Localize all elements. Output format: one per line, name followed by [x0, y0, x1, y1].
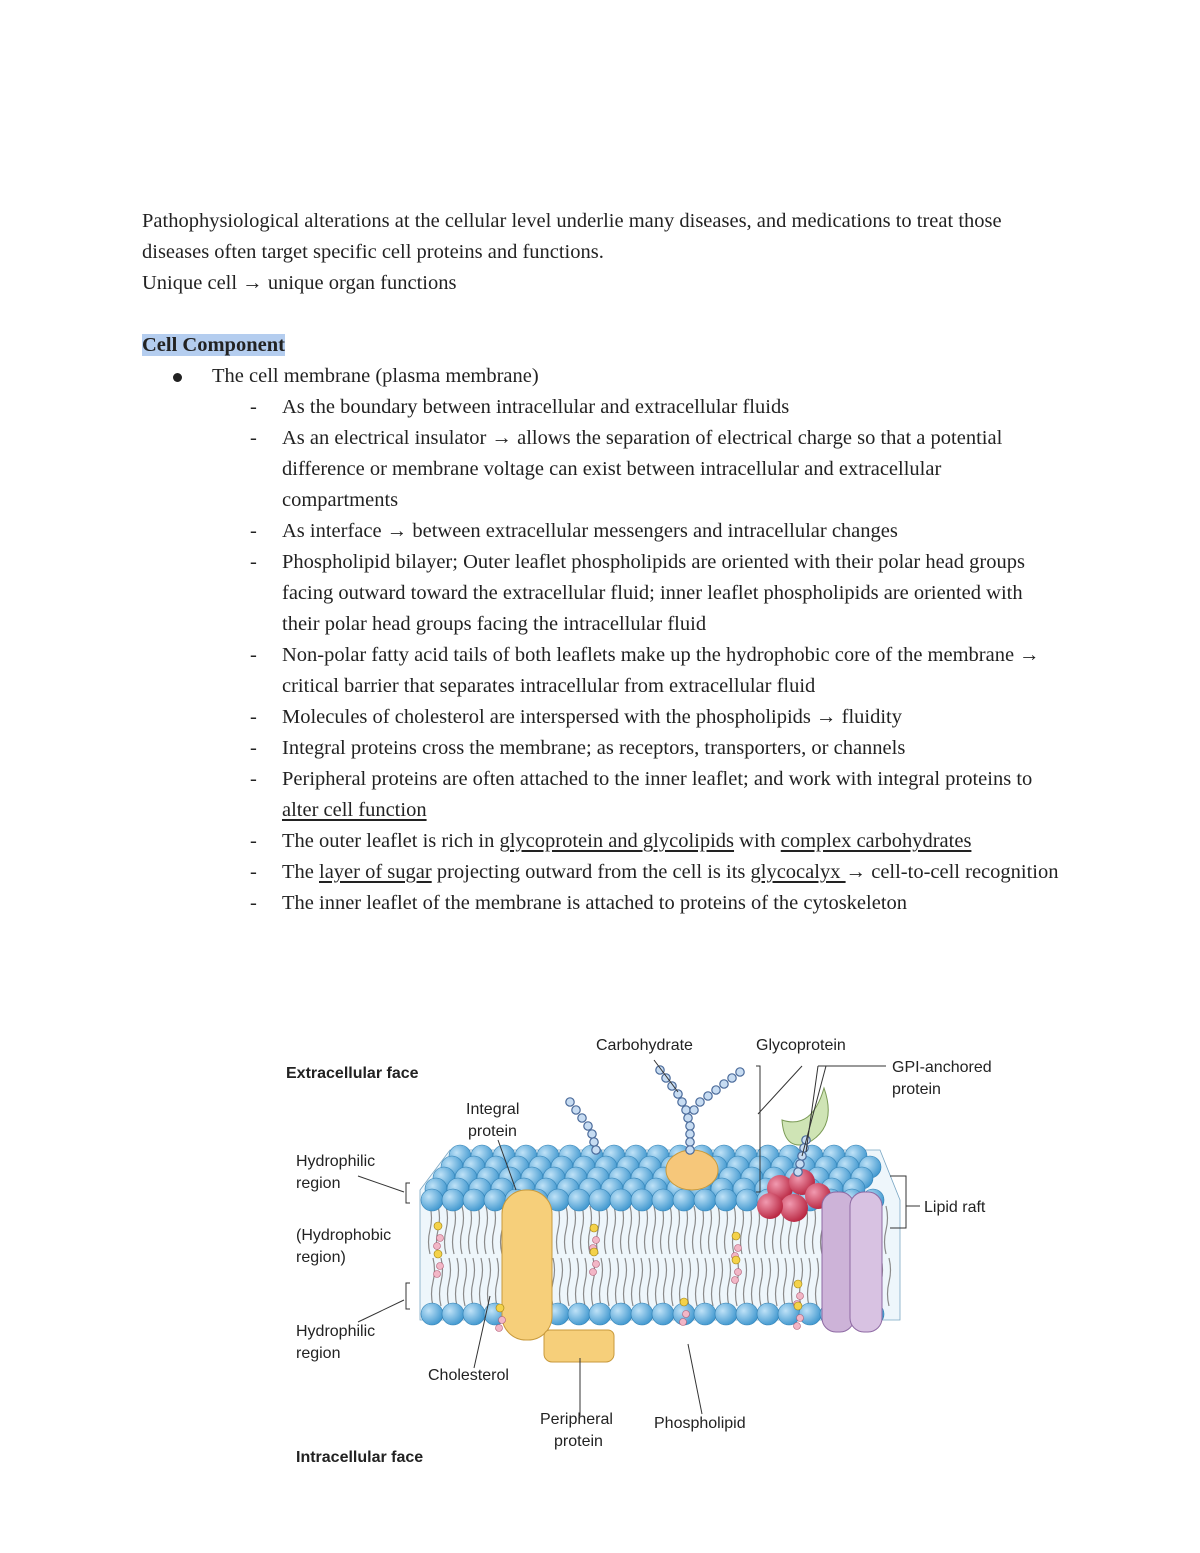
list-item: - Non-polar fatty acid tails of both leaflets make up the hydrophobic core of the membrane → critical barrier that separates intracellular from extracellular fluid	[142, 640, 1062, 702]
label-hydrophilic-bottom-line1: Hydrophilic	[296, 1323, 376, 1340]
label-phospholipid: Phospholipid	[654, 1415, 746, 1432]
list-item: - Molecules of cholesterol are interspersed with the phospholipids → fluidity	[142, 702, 1062, 733]
list-item: - The layer of sugar projecting outward from the cell is its glycocalyx → cell-to-cell recognition	[142, 857, 1062, 888]
peripheral-protein	[544, 1330, 614, 1362]
label-cholesterol: Cholesterol	[428, 1367, 509, 1384]
label-carbohydrate: Carbohydrate	[596, 1037, 693, 1054]
intro-paragraph: Pathophysiological alterations at the cellular level underlie many diseases, and medications to treat those diseases often target specific cell proteins and functions.	[142, 210, 1002, 263]
bullet-cell-membrane: The cell membrane (plasma membrane)	[142, 361, 1062, 392]
label-hydrophilic-top-line2: region	[296, 1175, 341, 1192]
label-hydrophilic-top-line1: Hydrophilic	[296, 1153, 376, 1170]
label-integral-line2: protein	[468, 1123, 517, 1140]
list-item: - Phospholipid bilayer; Outer leaflet phospholipids are oriented with their polar head groups facing outward toward the extracellular fluid; inner leaflet phospholipids are oriented with their polar head groups facing the intracellular fluid	[142, 547, 1062, 640]
label-hydrophobic-line2: region)	[296, 1249, 346, 1266]
label-hydrophilic-bottom-line2: region	[296, 1345, 341, 1362]
label-integral-line1: Integral	[466, 1101, 520, 1118]
label-intracellular-face: Intracellular face	[296, 1449, 424, 1466]
label-gpi-line1: GPI-anchored	[892, 1059, 992, 1076]
list-item: - Integral proteins cross the membrane; as receptors, transporters, or channels	[142, 733, 1062, 764]
label-glycoprotein: Glycoprotein	[756, 1037, 846, 1054]
label-extracellular-face: Extracellular face	[286, 1065, 419, 1082]
list-item: - The outer leaflet is rich in glycoprotein and glycolipids with complex carbohydrates	[142, 826, 1062, 857]
document-body	[142, 206, 1062, 919]
intro-line-2: Unique cell → unique organ functions	[142, 272, 457, 294]
list-item: - As the boundary between intracellular and extracellular fluids	[142, 392, 1062, 423]
label-gpi-line2: protein	[892, 1081, 941, 1098]
glycoprotein-body	[666, 1150, 718, 1190]
section-heading: Cell Component	[142, 334, 285, 356]
list-item: - The inner leaflet of the membrane is attached to proteins of the cytoskeleton	[142, 888, 1062, 919]
membrane-svg	[270, 1030, 1050, 1470]
list-item: - As an electrical insulator → allows the separation of electrical charge so that a potential difference or membrane voltage can exist between intracellular and extracellular compartments	[142, 423, 1062, 516]
list-item: - As interface → between extracellular messengers and intracellular changes	[142, 516, 1062, 547]
integral-protein	[502, 1190, 552, 1340]
label-hydrophobic-line1: (Hydrophobic	[296, 1227, 392, 1244]
cell-membrane-diagram	[270, 1030, 1050, 1470]
label-peripheral-line1: Peripheral	[540, 1411, 613, 1428]
list-item: - Peripheral proteins are often attached to the inner leaflet; and work with integral proteins to alter cell function	[142, 764, 1062, 826]
sub-list	[142, 392, 1062, 919]
label-peripheral-line2: protein	[554, 1433, 603, 1450]
label-lipid-raft: Lipid raft	[924, 1199, 986, 1216]
channel-protein	[822, 1192, 882, 1332]
